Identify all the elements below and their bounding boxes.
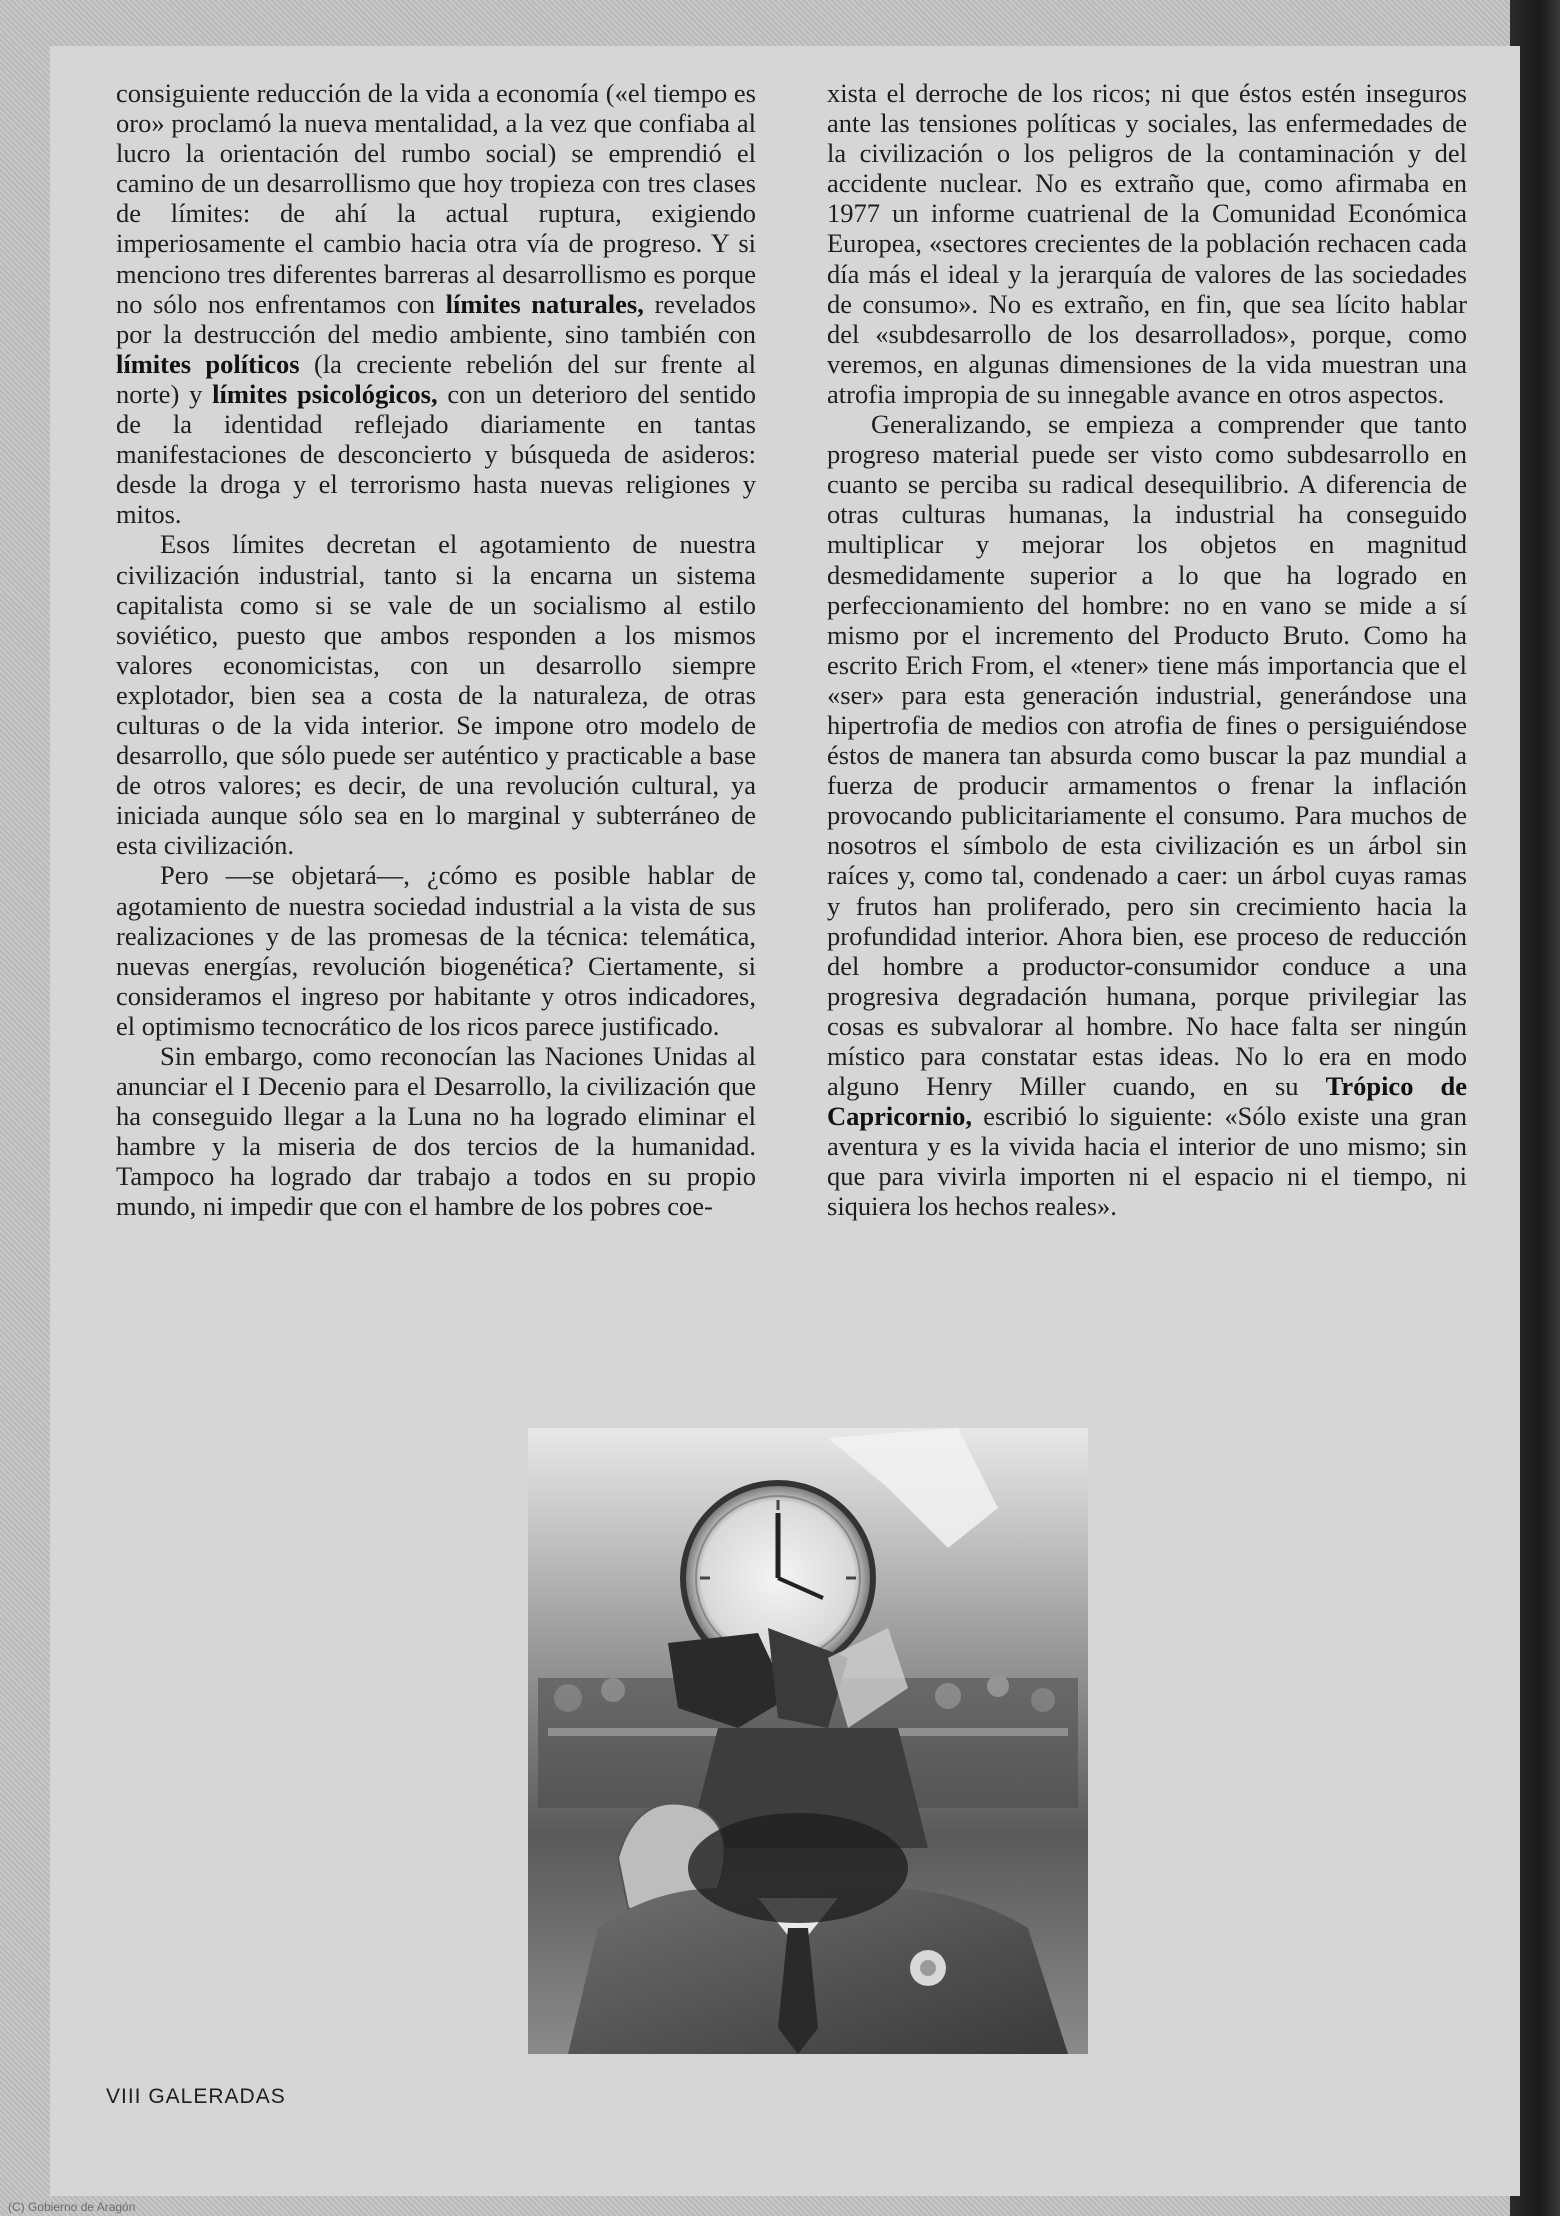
right-paragraph-2 xyxy=(827,409,1467,1222)
bold-limites-naturales: límites naturales, xyxy=(445,288,644,319)
bold-tropico-de-capricornio: Trópico de Capricornio, xyxy=(827,1071,1467,1132)
left-p1-text-a: consiguiente reducción de la vida a economía («el tiempo es oro» proclamó la nueva mentalidad, a la vez que confiaba al lucro la orientación del rumbo social) se emprendió el camino de un desarrollismo que hoy tropieza con tres clases de límites: de ahí la actual ruptura, exigiendo imperiosamente el cambio hacia otra vía de progreso. Y si menciono tres diferentes barreras al desarrollismo es porque no sólo nos enfrentamos con xyxy=(116,78,756,319)
right-p2-text-b: escribió lo siguiente: «Sólo existe una gran aventura y es la vivida hacia el interior de uno mismo; sin que para vivirla importen ni el espacio ni el tiempo, ni siquiera los hechos reales». xyxy=(827,1101,1467,1222)
left-paragraph-4: Sin embargo, como reconocían las Naciones Unidas al anunciar el I Decenio para el Desarrollo, la civilización que ha conseguido llegar a la Luna no ha logrado eliminar el hambre y la miseria de dos tercios de la humanidad. Tampoco ha logrado dar trabajo a todos en su propio mundo, ni impedir que con el hambre de los pobres coe- xyxy=(116,1041,756,1222)
left-paragraph-3: Pero —se objetará—, ¿cómo es posible hablar de agotamiento de nuestra sociedad industrial a la vista de sus realizaciones y de las promesas de la técnica: telemática, nuevas energías, revolución biogenética? Ciertamente, si consideramos el ingreso por habitante y otros indicadores, el optimismo tecnocrático de los ricos parece justificado. xyxy=(116,860,756,1041)
right-paragraph-1: xista el derroche de los ricos; ni que éstos estén inseguros ante las tensiones políticas y sociales, las enfermedades de la civilización o los peligros de la contaminación y del accidente nuclear. No es extraño que, como afirmaba en 1977 un informe cuatrienal de la Comunidad Económica Europea, «sectores crecientes de la población rechacen cada día más el ideal y la jerarquía de valores de las sociedades de consumo». No es extraño, en fin, que sea lícito hablar del «subdesarrollo de los desarrollados», porque, como veremos, en algunas dimensiones de la vida muestran una atrofia impropia de su innegable avance en otros aspectos. xyxy=(827,78,1467,409)
right-p2-text-a: Generalizando, se empieza a comprender que tanto progreso material puede ser visto como subdesarrollo en cuanto se perciba su radical desequilibrio. A diferencia de otras culturas humanas, la industrial ha conseguido multiplicar y mejorar los objetos en magnitud desmedidamente superior a lo que ha logrado en perfeccionamiento del hombre: no en vano se mide a sí mismo por el incremento del Producto Bruto. Como ha escrito Erich From, el «tener» tiene más importancia que el «ser» para esta generación industrial, generándose una hipertrofia de medios con atrofia de fines o persiguiéndose éstos de manera tan absurda como buscar la paz mundial a fuerza de producir armamentos o frenar la inflación provocando publicitariamente el consumo. Para muchos de nosotros el símbolo de esta civilización es un árbol sin raíces y, como tal, condenado a caer: un árbol cuyas ramas y frutos han proliferado, pero sin crecimiento hacia la profundidad interior. Ahora bien, ese proceso de reducción del hombre a productor-consumidor conduce a una progresiva degradación humana, porque privilegiar las cosas es subvalorar al hombre. No hace falta ser ningún místico para constatar estas ideas. No lo era en modo alguno Henry Miller cuando, en su xyxy=(827,409,1467,1102)
page-footer: VIII GALERADAS xyxy=(106,2085,286,2108)
left-paragraph-1 xyxy=(116,78,756,529)
photo-collage-illustration xyxy=(528,1428,1088,2054)
photo-collage-icon xyxy=(528,1428,1088,2054)
bold-limites-psicologicos: límites psicológicos, xyxy=(212,378,438,409)
left-p1-text-c: (la creciente rebelión del sur frente al norte) y xyxy=(116,348,756,409)
left-p1-text-b: revelados por la destrucción del medio ambiente, sino también con xyxy=(116,288,756,349)
bold-limites-politicos: límites políticos xyxy=(116,348,300,379)
right-column xyxy=(827,78,1467,1222)
left-p1-text-d: con un deterioro del sentido de la identidad reflejado diariamente en tantas manifestaciones de desconcierto y búsqueda de asideros: desde la droga y el terrorismo hasta nuevas religiones y mitos. xyxy=(116,378,756,530)
copyright-credit: (C) Gobierno de Aragón xyxy=(8,2200,136,2214)
left-paragraph-2: Esos límites decretan el agotamiento de nuestra civilización industrial, tanto si la encarna un sistema capitalista como si se vale de un socialismo al estilo soviético, puesto que ambos responden a los mismos valores economicistas, con un desarrollo siempre explotador, bien sea a costa de la naturaleza, de otras culturas o de la vida interior. Se impone otro modelo de desarrollo, que sólo puede ser auténtico y practicable a base de otros valores; es decir, de una revolución cultural, ya iniciada aunque sólo sea en lo marginal y subterráneo de esta civilización. xyxy=(116,529,756,861)
left-column xyxy=(116,78,756,1222)
